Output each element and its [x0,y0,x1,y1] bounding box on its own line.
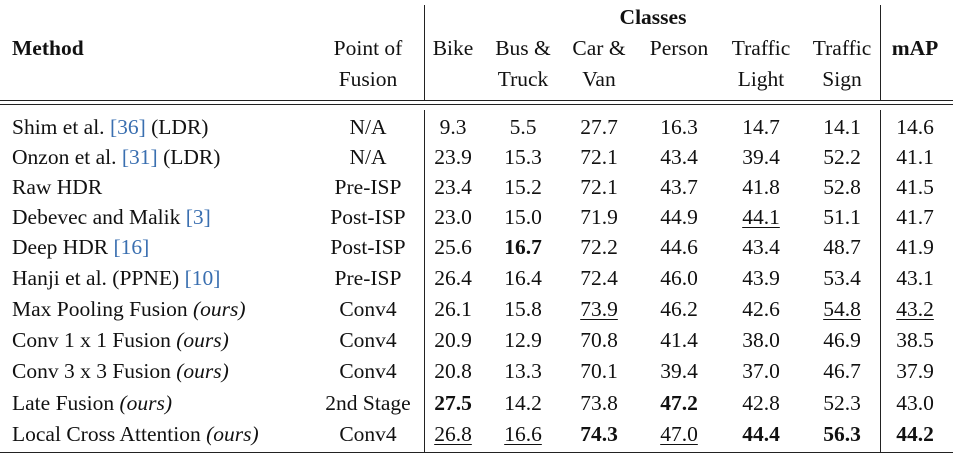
map-value-cell: 37.9 [896,359,934,383]
bus-value-cell: 16.7 [504,235,542,259]
header-map: mAP [891,36,939,60]
car-value-cell: 72.1 [580,175,618,199]
map-value-cell: 43.2 [896,297,934,321]
person-value-cell: 47.0 [660,422,698,446]
bus-value-cell: 15.0 [504,205,542,229]
ts-value-cell: 46.9 [823,328,861,352]
header-traffic-light-line2: Light [737,67,785,91]
car-value-cell: 71.9 [580,205,618,229]
ts-value-cell: 51.1 [823,205,861,229]
method-name: Max Pooling Fusion [12,297,193,321]
citation-link[interactable]: [31] [121,145,158,169]
car-value-cell: 70.8 [580,328,618,352]
bike-value-cell: 23.9 [434,145,472,169]
method-cell [12,358,229,384]
ours-tag: (ours) [176,359,229,383]
method-cell [12,421,259,447]
bus-value-cell: 12.9 [504,328,542,352]
ts-value-cell: 48.7 [823,235,861,259]
person-value-cell: 43.4 [660,145,698,169]
tl-value-cell: 39.4 [742,145,780,169]
method-cell [12,390,172,416]
method-name: Raw HDR [12,175,103,199]
tl-value-cell: 43.4 [742,235,780,259]
bus-value-cell: 15.2 [504,175,542,199]
header-method: Method [12,36,84,60]
bike-value-cell: 23.4 [434,175,472,199]
map-value-cell: 41.7 [896,205,934,229]
bike-value-cell: 26.8 [434,422,472,446]
map-value-cell: 43.1 [896,266,934,290]
bike-value-cell: 9.3 [439,115,467,139]
col-divider-body-left [424,110,425,452]
bus-value-cell: 14.2 [504,391,542,415]
header-rule-top [0,100,953,101]
method-cell [12,174,102,200]
fusion-cell: Conv4 [339,297,397,321]
method-cell [12,296,246,322]
bike-value-cell: 25.6 [434,235,472,259]
fusion-cell: Conv4 [339,422,397,446]
fusion-cell: Pre-ISP [334,175,402,199]
method-cell [12,234,149,260]
method-name: Late Fusion [12,391,120,415]
person-value-cell: 44.6 [660,235,698,259]
car-value-cell: 72.2 [580,235,618,259]
header-person: Person [649,36,709,60]
bus-value-cell: 16.4 [504,266,542,290]
bus-value-cell: 15.8 [504,297,542,321]
map-value-cell: 43.0 [896,391,934,415]
bike-value-cell: 20.9 [434,328,472,352]
tl-value-cell: 43.9 [742,266,780,290]
bike-value-cell: 26.4 [434,266,472,290]
ours-tag: (ours) [206,422,259,446]
header-traffic-light-line1: Traffic [731,36,791,60]
fusion-cell: Pre-ISP [334,266,402,290]
ts-value-cell: 56.3 [823,422,861,446]
bike-value-cell: 23.0 [434,205,472,229]
person-value-cell: 46.0 [660,266,698,290]
tl-value-cell: 42.6 [742,297,780,321]
map-value-cell: 41.9 [896,235,934,259]
tl-value-cell: 44.4 [742,422,780,446]
bus-value-cell: 15.3 [504,145,542,169]
ts-value-cell: 52.8 [823,175,861,199]
person-value-cell: 47.2 [660,391,698,415]
tl-value-cell: 14.7 [742,115,780,139]
citation-link[interactable]: [10] [184,266,221,290]
header-traffic-sign-line2: Sign [822,67,862,91]
person-value-cell: 41.4 [660,328,698,352]
method-name: Onzon et al. [12,145,122,169]
method-cell [12,144,220,170]
header-car-line1: Car & [572,36,626,60]
car-value-cell: 70.1 [580,359,618,383]
person-value-cell: 44.9 [660,205,698,229]
method-suffix: (LDR) [145,115,209,139]
ts-value-cell: 52.2 [823,145,861,169]
method-suffix: (LDR) [157,145,221,169]
car-value-cell: 73.8 [580,391,618,415]
map-value-cell: 44.2 [896,422,934,446]
method-name: Deep HDR [12,235,114,259]
citation-link[interactable]: [16] [113,235,150,259]
tl-value-cell: 42.8 [742,391,780,415]
table-bottom-rule [0,452,953,453]
header-point-of-fusion-line1: Point of [333,36,403,60]
map-value-cell: 41.1 [896,145,934,169]
fusion-cell: Conv4 [339,328,397,352]
method-name: Conv 3 x 3 Fusion [12,359,177,383]
person-value-cell: 16.3 [660,115,698,139]
method-cell [12,327,229,353]
map-value-cell: 14.6 [896,115,934,139]
method-name: Shim et al. [12,115,110,139]
method-name: Local Cross Attention [12,422,207,446]
person-value-cell: 43.7 [660,175,698,199]
fusion-cell: 2nd Stage [325,391,411,415]
method-cell [12,114,208,140]
person-value-cell: 39.4 [660,359,698,383]
fusion-cell: Post-ISP [330,205,406,229]
map-value-cell: 38.5 [896,328,934,352]
bike-value-cell: 27.5 [434,391,472,415]
ours-tag: (ours) [193,297,246,321]
citation-link[interactable]: [3] [185,205,211,229]
header-classes: Classes [619,5,687,29]
ours-tag: (ours) [119,391,173,415]
bike-value-cell: 20.8 [434,359,472,383]
bus-value-cell: 16.6 [504,422,542,446]
method-name: Conv 1 x 1 Fusion [12,328,177,352]
ts-value-cell: 54.8 [823,297,861,321]
method-cell [12,204,211,230]
ts-value-cell: 14.1 [823,115,861,139]
map-value-cell: 41.5 [896,175,934,199]
tl-value-cell: 41.8 [742,175,780,199]
ts-value-cell: 52.3 [823,391,861,415]
tl-value-cell: 37.0 [742,359,780,383]
car-value-cell: 74.3 [580,422,618,446]
header-bus-line2: Truck [497,67,549,91]
header-traffic-sign-line1: Traffic [812,36,872,60]
col-divider-header-right [880,5,881,100]
col-divider-body-right [880,110,881,452]
bus-value-cell: 13.3 [504,359,542,383]
person-value-cell: 46.2 [660,297,698,321]
header-point-of-fusion-line2: Fusion [338,67,398,91]
car-value-cell: 72.4 [580,266,618,290]
car-value-cell: 73.9 [580,297,618,321]
header-rule-bottom [0,104,953,105]
ts-value-cell: 53.4 [823,266,861,290]
fusion-cell: Post-ISP [330,235,406,259]
method-cell [12,265,220,291]
col-divider-header-left [424,5,425,100]
car-value-cell: 27.7 [580,115,618,139]
tl-value-cell: 38.0 [742,328,780,352]
header-car-line2: Van [582,67,616,91]
method-name: Debevec and Malik [12,205,186,229]
citation-link[interactable]: [36] [109,115,146,139]
tl-value-cell: 44.1 [742,205,780,229]
method-name: Hanji et al. (PPNE) [12,266,185,290]
header-bus-line1: Bus & [495,36,551,60]
fusion-cell: N/A [349,115,387,139]
fusion-cell: N/A [349,145,387,169]
fusion-cell: Conv4 [339,359,397,383]
ts-value-cell: 46.7 [823,359,861,383]
car-value-cell: 72.1 [580,145,618,169]
header-bike: Bike [432,36,474,60]
bus-value-cell: 5.5 [509,115,537,139]
bike-value-cell: 26.1 [434,297,472,321]
ours-tag: (ours) [176,328,229,352]
